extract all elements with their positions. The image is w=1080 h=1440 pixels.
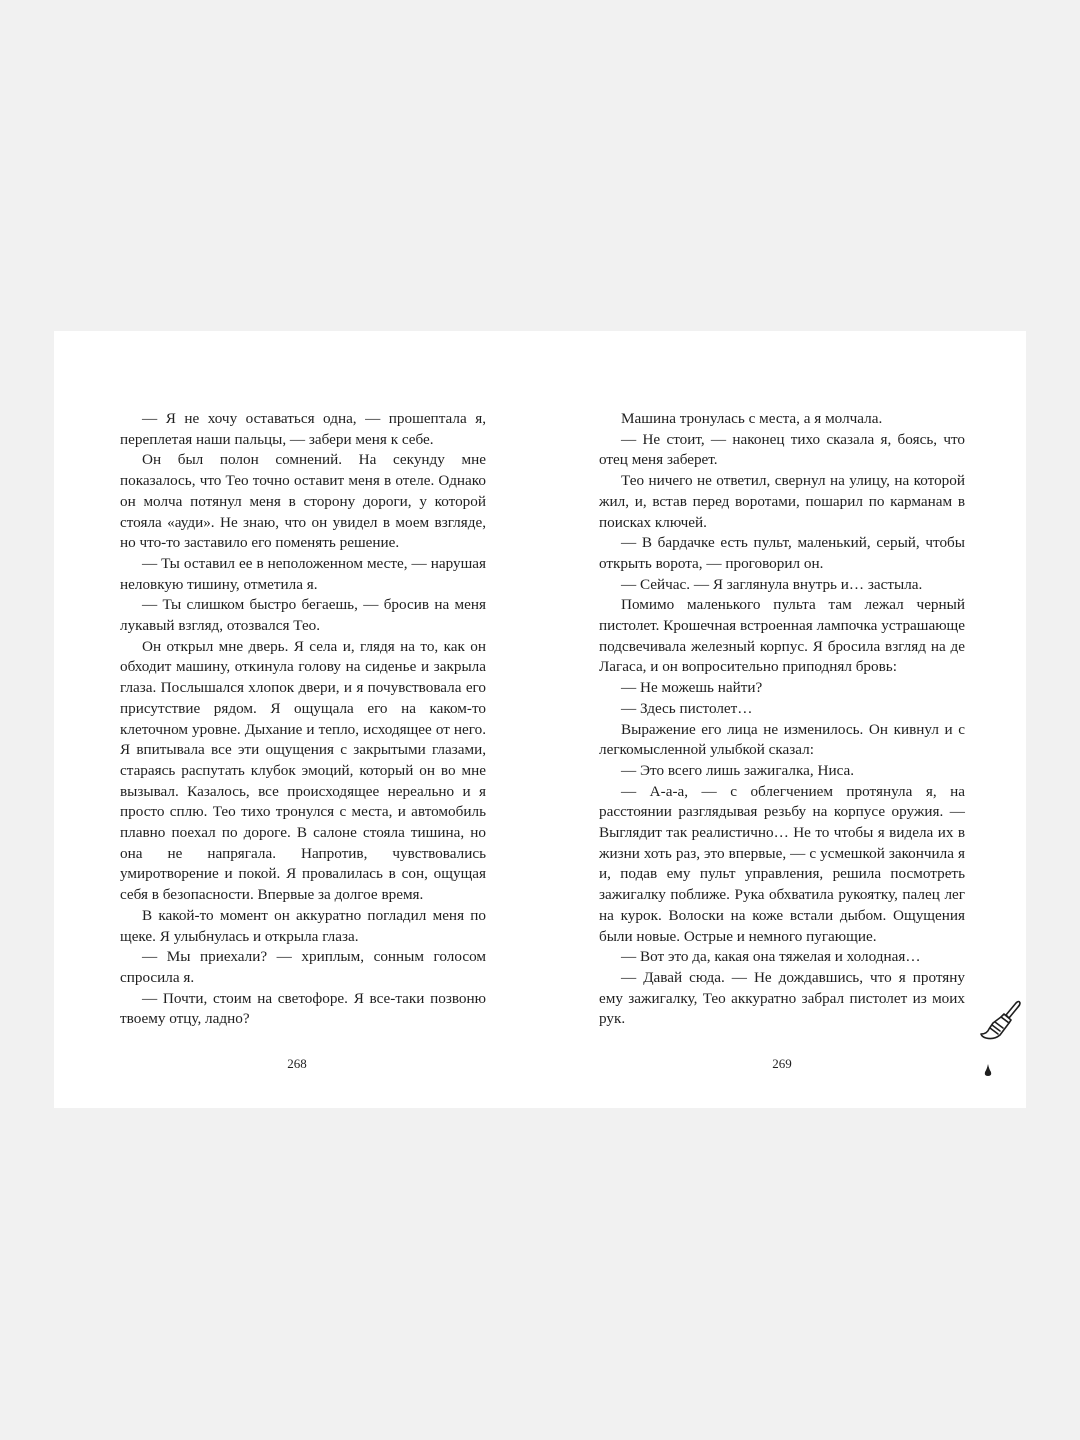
paragraph: Он открыл мне дверь. Я села и, глядя на то, как он обходит машину, откинула голову на сиденье и закрыла глаза. Послышался хлопок двери, и я почувствовала его присутствие рядом. Я ощущала его на каком-то клеточном уровне. Дыхание и тепло, исходящее от него. Я впитывала все эти ощущения с закрытыми глазами, стараясь распутать клубок эмоций, который он во мне вызывал. Казалось, все происходящее нереально и я просто сплю. Тео тихо тронулся с места, и автомобиль плавно поехал по дороге. В салоне стояла тишина, но она не напрягала. Напротив, чувствовались умиротворение и покой. Я провалилась в сон, ощущая себя в безопасности. Впервые за долгое время. bbox=[120, 637, 486, 904]
paragraph: — Здесь пистолет… bbox=[621, 699, 753, 717]
paragraph: — Ты оставил ее в неположенном месте, — нарушая неловкую тишину, отметила я. bbox=[120, 554, 486, 593]
paragraph: Он был полон сомнений. На секунду мне показалось, что Тео точно оставит меня в отеле. Однако он молча потянул меня в сторону дороги, у которой стояла «ауди». Не знаю, что он увидел в моем взгляде, но что-то заставило его поменять решение. bbox=[120, 451, 486, 552]
left-page-number: 268 bbox=[287, 1056, 307, 1071]
left-page-text bbox=[120, 409, 486, 1030]
paragraph: — Давай сюда. — Не дождавшись, что я протяну ему зажигалку, Тео аккуратно забрал пистолет из моих рук. bbox=[599, 968, 965, 1028]
paragraph: — В бардачке есть пульт, маленький, серый, чтобы открыть ворота, — проговорил он. bbox=[599, 534, 965, 572]
book-spread bbox=[54, 331, 1026, 1108]
paragraph: — Вот это да, какая она тяжелая и холодная… bbox=[621, 948, 921, 966]
paragraph: Тео ничего не ответил, свернул на улицу, на которой жил, и, встав перед воротами, пошарил по карманам в поисках ключей. bbox=[599, 472, 965, 531]
paragraph: — Сейчас. — Я заглянула внутрь и… застыла. bbox=[621, 575, 923, 593]
paragraph: В какой-то момент он аккуратно погладил меня по щеке. Я улыбнулась и открыла глаза. bbox=[120, 906, 486, 945]
paragraph: — Я не хочу оставаться одна, — прошептала я, переплетая наши пальцы, — забери меня к себе. bbox=[120, 410, 486, 448]
paragraph: — Это всего лишь зажигалка, Ниса. bbox=[621, 761, 855, 779]
paragraph: Выражение его лица не изменилось. Он кивнул и с легкомысленной улыбкой сказал: bbox=[599, 720, 965, 759]
paragraph: — Не стоит, — наконец тихо сказала я, боясь, что отец меня заберет. bbox=[599, 430, 965, 469]
paragraph: — А-а-а, — с облегчением протянула я, на расстоянии разглядывая резьбу на корпусе оружия. — Выглядит так реалистично… Не то чтобы я видела их в жизни хоть раз, это впервые, — с усмешкой закончила я и, подав ему пульт управления, решила посмотреть зажигалку поближе. Рука обхватила рукоятку, палец лег на курок. Волоски на коже встали дыбом. Ощущения были новые. Острые и немного пугающие. bbox=[599, 782, 965, 945]
paintbrush-icon bbox=[979, 999, 1021, 1045]
right-page-text bbox=[599, 409, 965, 1030]
paragraph: — Мы приехали? — хриплым, сонным голосом спросила я. bbox=[120, 948, 486, 986]
paint-drop-icon bbox=[983, 1063, 993, 1077]
paragraph: Помимо маленького пульта там лежал черный пистолет. Крошечная встроенная лампочка устрашающе подсвечивала железный корпус. Я бросила взгляд на де Лагаса, и он вопросительно приподнял бровь: bbox=[599, 596, 965, 676]
right-page-number: 269 bbox=[772, 1056, 792, 1071]
paragraph: — Ты слишком быстро бегаешь, — бросив на меня лукавый взгляд, отозвался Тео. bbox=[120, 596, 486, 635]
paragraph: — Почти, стоим на светофоре. Я все-таки позвоню твоему отцу, ладно? bbox=[120, 989, 486, 1028]
paragraph: — Не можешь найти? bbox=[621, 679, 763, 697]
paragraph: Машина тронулась с места, а я молчала. bbox=[621, 410, 883, 427]
